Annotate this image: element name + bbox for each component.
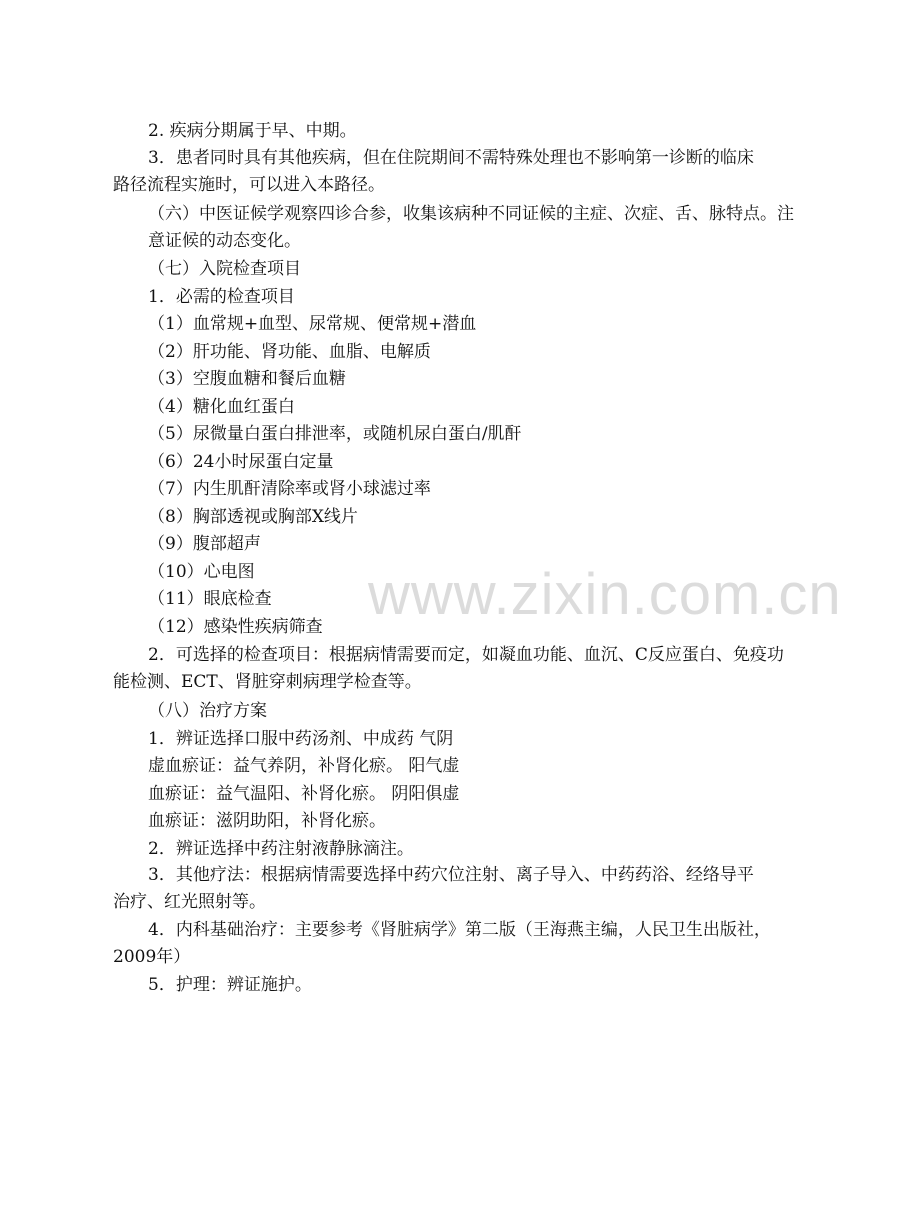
section-six-continued: 意证候的动态变化。 xyxy=(148,231,301,251)
treatment-item: 3．其他疗法：根据病情需要选择中药穴位注射、离子导入、中药药浴、经络导平 xyxy=(148,865,754,885)
exam-item: （6）24小时尿蛋白定量 xyxy=(148,452,334,472)
comorbidity-item: 3．患者同时具有其他疾病，但在住院期间不需特殊处理也不影响第一诊断的临床 xyxy=(148,148,754,168)
treatment-item-continued: 虚血瘀证：益气养阴，补肾化瘀。 阳气虚 xyxy=(148,756,460,776)
stage-item: 2. 疾病分期属于早、中期。 xyxy=(148,121,357,141)
section-seven-title: （七）入院检查项目 xyxy=(148,259,301,279)
treatment-item-continued: 治疗、红光照射等。 xyxy=(113,892,266,912)
exam-item: （3）空腹血糖和餐后血糖 xyxy=(148,369,346,389)
watermark: www.zixin.com.cn xyxy=(368,562,842,627)
treatment-item-continued: 血瘀证：滋阴助阳，补肾化瘀。 xyxy=(148,811,386,831)
section-six: （六）中医证候学观察四诊合参，收集该病种不同证候的主症、次症、舌、脉特点。注 xyxy=(148,204,794,224)
exam-item: （9）腹部超声 xyxy=(148,534,261,554)
exam-item: （12）感染性疾病筛查 xyxy=(148,617,323,637)
exam-item: （1）血常规+血型、尿常规、便常规+潜血 xyxy=(148,314,477,334)
exam-item: （10）心电图 xyxy=(148,562,255,582)
treatment-item: 2．辨证选择中药注射液静脉滴注。 xyxy=(148,839,414,859)
section-eight-title: （八）治疗方案 xyxy=(148,701,267,721)
treatment-item: 5．护理：辨证施护。 xyxy=(148,975,312,995)
treatment-item: 4．内科基础治疗：主要参考《肾脏病学》第二版（王海燕主编，人民卫生出版社， xyxy=(148,920,771,940)
treatment-item-continued: 2009年） xyxy=(113,947,191,967)
treatment-item: 1．辨证选择口服中药汤剂、中成药 气阴 xyxy=(148,729,454,749)
exam-item: （2）肝功能、肾功能、血脂、电解质 xyxy=(148,342,431,362)
required-exams-title: 1．必需的检查项目 xyxy=(148,287,295,307)
exam-item: （8）胸部透视或胸部X线片 xyxy=(148,507,358,527)
exam-item: （5）尿微量白蛋白排泄率，或随机尿白蛋白/肌酐 xyxy=(148,424,522,444)
optional-exams: 2．可选择的检查项目：根据病情需要而定，如凝血功能、血沉、C反应蛋白、免疫功 xyxy=(148,645,784,665)
exam-item: （11）眼底检查 xyxy=(148,589,272,609)
exam-item: （7）内生肌酐清除率或肾小球滤过率 xyxy=(148,479,431,499)
optional-exams-continued: 能检测、ECT、肾脏穿刺病理学检查等。 xyxy=(113,672,422,692)
exam-item: （4）糖化血红蛋白 xyxy=(148,397,295,417)
comorbidity-item-continued: 路径流程实施时，可以进入本路径。 xyxy=(113,175,385,195)
treatment-item-continued: 血瘀证：益气温阳、补肾化瘀。 阴阳俱虚 xyxy=(148,784,460,804)
